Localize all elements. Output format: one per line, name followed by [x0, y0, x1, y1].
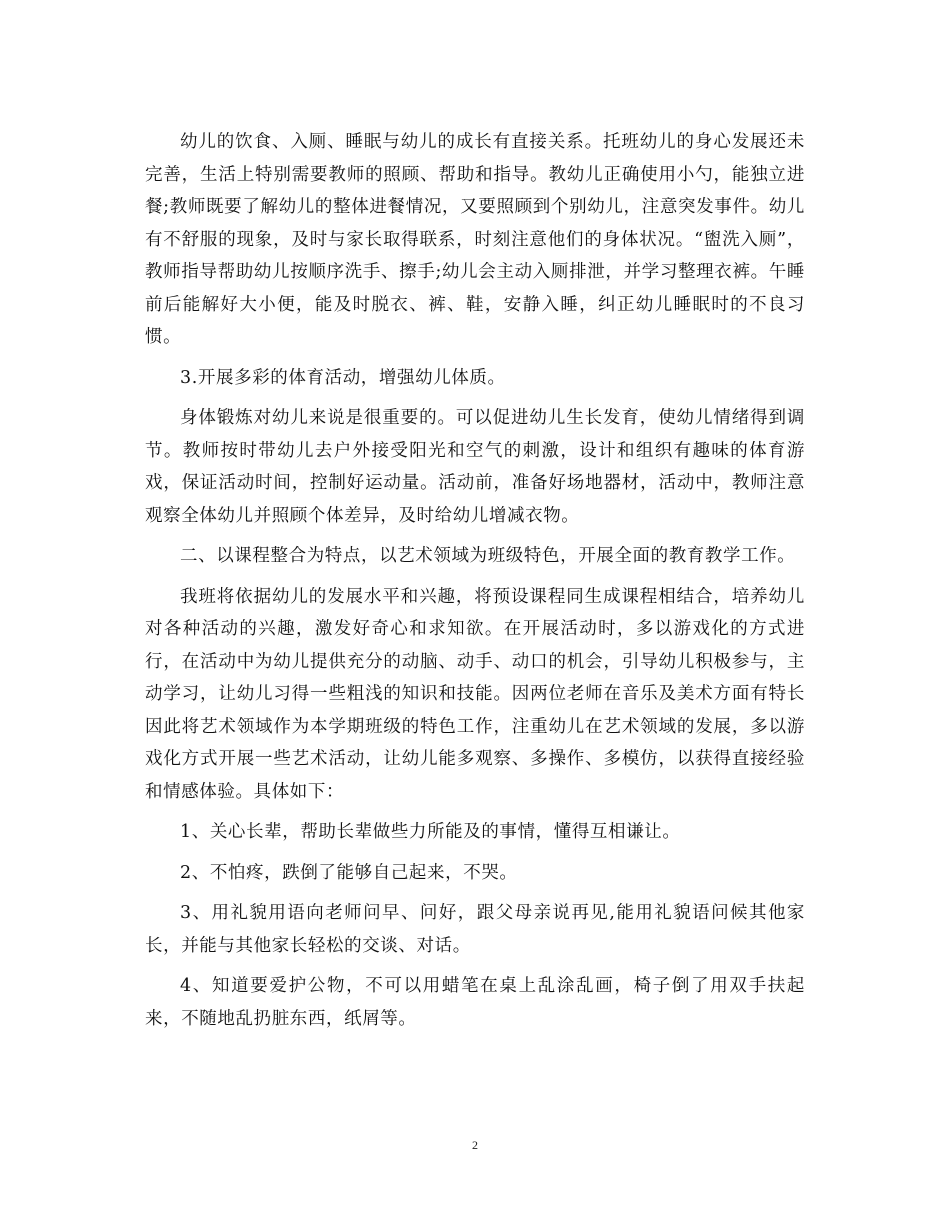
paragraph-sports-heading: 3.开展多彩的体育活动，增强幼儿体质。 [180, 367, 506, 388]
paragraph-daily-care: 幼儿的饮食、入厕、睡眠与幼儿的成长有直接关系。托班幼儿的身心发展还未完善，生活上特别需要教师的照顾、帮助和指导。教幼儿正确使用小勺，能独立进餐;教师既要了解幼儿的整体进餐情况，又要照顾到个别幼儿，注意突发事件。幼儿有不舒服的现象，及时与家长取得联系，时刻注意他们的身体状况。“盥洗入厕”，教师指导帮助幼儿按顺序洗手、擦手;幼儿会主动入厕排泄，并学习整理衣裤。午睡前后能解好大小便，能及时脱衣、裤、鞋，安静入睡，纠正幼儿睡眠时的不良习惯。 [145, 132, 805, 347]
list-item-3: 3、用礼貌用语向老师问早、问好，跟父母亲说再见,能用礼貌语问候其他家长，并能与其他家长轻松的交谈、对话。 [145, 903, 805, 956]
list-item-1: 1、关心长辈，帮助长辈做些力所能及的事情，懂得互相谦让。 [180, 822, 681, 842]
page-number: 2 [472, 1138, 478, 1152]
list-item-4: 4、知道要爱护公物，不可以用蜡笔在桌上乱涂乱画，椅子倒了用双手扶起来，不随地乱扔脏东西，纸屑等。 [145, 976, 805, 1029]
paragraph-curriculum-heading: 二、以课程整合为特点，以艺术领域为班级特色，开展全面的教育教学工作。 [180, 546, 796, 566]
paragraph-physical-exercise: 身体锻炼对幼儿来说是很重要的。可以促进幼儿生长发育，使幼儿情绪得到调节。教师按时带幼儿去户外接受阳光和空气的刺激，设计和组织有趣味的体育游戏，保证活动时间，控制好运动量。活动前，准备好场地器材，活动中，教师注意观察全体幼儿并照顾个体差异，及时给幼儿增减衣物。 [145, 408, 805, 526]
list-item-2: 2、不怕疼，跌倒了能够自己起来，不哭。 [180, 862, 518, 883]
document-body [145, 126, 805, 1043]
paragraph-curriculum-plan: 我班将依据幼儿的发展水平和兴趣，将预设课程同生成课程相结合，培养幼儿对各种活动的兴趣，激发好奇心和求知欲。在开展活动时，多以游戏化的方式进行，在活动中为幼儿提供充分的动脑、动手、动口的机会，引导幼儿积极参与，主动学习，让幼儿习得一些粗浅的知识和技能。因两位老师在音乐及美术方面有特长因此将艺术领域作为本学期班级的特色工作，注重幼儿在艺术领域的发展，多以游戏化方式开展一些艺术活动，让幼儿能多观察、多操作、多模仿，以获得直接经验和情感体验。具体如下： [145, 586, 805, 802]
